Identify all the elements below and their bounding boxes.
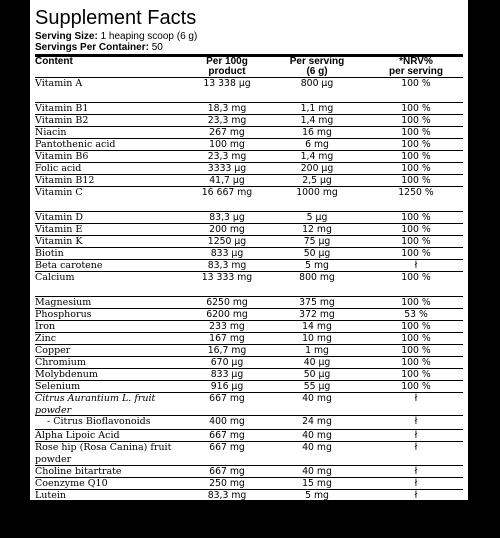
table-row [35,224,463,236]
per-serving-value: 12 mg [302,224,332,235]
per-serving-value: 1,4 mg [300,151,334,162]
nrv-value: 100 % [401,381,431,392]
header-nrv: *NRV% per serving [389,56,443,77]
table-row [35,187,463,212]
table-row [35,490,463,502]
per-serving-value: 1000 mg [296,187,338,198]
nutrient-name: Coenzyme Q10 [35,478,108,489]
per100-value: 83,3 mg [207,490,247,501]
per-serving-value: 375 mg [299,297,335,308]
nutrient-name: Niacin [35,127,67,138]
per100-value: 100 mg [209,139,245,150]
table-row [35,369,463,381]
table-row [35,345,463,357]
nrv-value: 100 % [401,224,431,235]
nrv-value: ł [414,260,418,271]
per-serving-value: 5 µg [306,212,328,223]
nrv-value: 100 % [401,236,431,247]
header-per100: Per 100g product [206,56,248,77]
nutrient-name: Copper [35,345,71,356]
nrv-value: 1250 % [398,187,434,198]
nrv-value: 53 % [404,309,428,320]
nrv-value: ł [414,490,418,501]
nrv-value: ł [414,502,418,513]
nutrient-name: Phosphorus [35,309,92,320]
per-serving-value: 1 mg [305,345,329,356]
nutrient-name: Pantothenic acid [35,139,116,150]
per-serving-value: 5 mg [305,490,329,501]
nrv-value: 100 % [401,248,431,259]
per100-value: 23,3 mg [207,151,247,162]
nutrient-name: Citrus Aurantium L. fruit powder [35,393,156,416]
per100-value: 41,7 µg [209,175,245,186]
nutrient-name: Vitamin C [35,187,83,198]
per100-value: 833 µg [210,248,244,259]
nrv-value: ł [414,393,418,404]
per100-value: 667 mg [209,466,245,477]
per100-value: 667 mg [209,430,245,441]
nrv-value: ł [414,416,418,427]
nutrient-name: Zinc [35,333,57,344]
nrv-value: 100 % [401,333,431,344]
per100-value: 1250 µg [207,236,247,247]
per-serving-value: 40 mg [302,393,332,404]
per-serving-value: 10 mg [302,333,332,344]
per100-value: 233 mg [209,321,245,332]
supplement-facts-panel [29,0,469,537]
per-serving-value: 50 µg [303,369,331,380]
nutrient-name: Chromium [35,357,86,368]
per100-value: 13 338 µg [203,78,251,89]
per-serving-value: 800 mg [299,272,335,283]
servings-per-container-line [35,43,463,54]
table-row [35,478,463,490]
table-row [35,466,463,478]
nrv-value: ł [414,466,418,477]
table-row [35,502,463,514]
footnote-nrv: *NRV%: Nutrient Reference Values of an average adult. [35,516,284,526]
per100-value: 200 mg [209,224,245,235]
nutrient-name: Selenium [35,381,81,392]
per100-value: 6250 mg [206,297,248,308]
per100-value: 83,3 mg [207,260,247,271]
nutrient-name: Vitamin B6 [35,151,89,162]
per-serving-value: 75 µg [303,236,331,247]
table-row [35,416,463,430]
nrv-value: 100 % [401,175,431,186]
per100-value: 667 mg [209,442,245,453]
table-header [35,57,463,78]
per-serving-value: 1,1 mg [300,103,334,114]
per-serving-value: 2,5 µg [302,175,332,186]
servings-value: 50 [151,41,163,53]
table-row [35,248,463,260]
nrv-value: 100 % [401,357,431,368]
nrv-value: 100 % [401,321,431,332]
nutrient-name: Magnesium [35,297,92,308]
nrv-value: 100 % [401,127,431,138]
nutrient-name: Alpha Lipoic Acid [35,430,120,441]
per-serving-value: 800 µg [300,78,334,89]
per100-value: 13 333 mg [201,272,253,283]
nutrient-name: Lutein [35,490,67,501]
servings-label: Servings Per Container: [35,41,149,53]
per100-value: 833 µg [210,369,244,380]
nrv-value: 100 % [401,212,431,223]
per-serving-value: 55 µg [303,381,331,392]
nutrient-table [35,78,463,514]
nutrient-name: Vitamin D [35,212,84,223]
table-row [35,333,463,345]
table-row [35,393,463,416]
per100-value: 3333 µg [207,163,247,174]
nutrient-name: Molybdenum [35,369,98,380]
table-row [35,163,463,175]
per-serving-value: 5 mg [305,502,329,513]
per100-value: 23,3 mg [207,115,247,126]
per100-value: 400 mg [209,416,245,427]
table-row [35,139,463,151]
nrv-value: ł [414,442,418,453]
nrv-value: 100 % [401,272,431,283]
per-serving-value: 50 µg [303,248,331,259]
footnotes [35,514,463,538]
per-serving-value: 200 µg [300,163,334,174]
per-serving-value: 1,4 mg [300,115,334,126]
nrv-value: 100 % [401,345,431,356]
per100-value: 670 µg [210,357,244,368]
per100-value: 83,3 mg [207,502,247,513]
serving-size-value: 1 heaping scoop (6 g) [100,31,198,42]
nutrient-name: Vitamin A [35,78,83,89]
per-serving-value: 372 mg [299,309,335,320]
nutrient-name: Vitamin B1 [35,103,89,114]
table-row [35,321,463,333]
nrv-value: 100 % [401,115,431,126]
per100-value: 250 mg [209,478,245,489]
nrv-value: 100 % [401,151,431,162]
page-title: Supplement Facts [35,7,197,29]
nutrient-name: Vitamin E [35,224,83,235]
per100-value: 16,7 mg [207,345,247,356]
per100-value: 18,3 mg [207,103,247,114]
per100-value: 83,3 µg [209,212,245,223]
table-row [35,272,463,297]
table-row [35,103,463,115]
table-row [35,442,463,466]
nrv-value: ł [414,478,418,489]
nutrient-name: Iron [35,321,56,332]
table-row [35,381,463,393]
table-row [35,175,463,187]
nutrient-name: Lycopene [35,502,81,513]
per100-value: 267 mg [209,127,245,138]
per-serving-value: 16 mg [302,127,332,138]
per100-value: 916 µg [210,381,244,392]
per-serving-value: 6 mg [305,139,329,150]
per-serving-value: 15 mg [302,478,332,489]
per-serving-value: 5 mg [305,260,329,271]
per-serving-value: 40 mg [302,442,332,453]
nutrient-name: Folic acid [35,163,82,174]
nutrient-name: Choline bitartrate [35,466,122,477]
per-serving-value: 40 µg [303,357,331,368]
table-row [35,212,463,224]
nrv-value: 100 % [401,297,431,308]
header-content: Content [35,56,73,67]
nutrient-name: Beta carotene [35,260,103,271]
per-serving-value: 24 mg [302,416,332,427]
nrv-value: 100 % [401,369,431,380]
nutrient-name: - Citrus Bioflavonoids [47,416,151,427]
table-row [35,127,463,139]
table-row [35,357,463,369]
nutrient-name: Vitamin B2 [35,115,89,126]
nutrient-name: Biotin [35,248,64,259]
table-row [35,260,463,272]
per100-value: 167 mg [209,333,245,344]
nrv-value: 100 % [401,139,431,150]
table-row [35,151,463,163]
nrv-value: 100 % [401,78,431,89]
footnote-not-established: ł: NRV has not been established [35,527,179,537]
nutrient-name: Rose hip (Rosa Canina) fruit powder [35,442,172,465]
nrv-value: 100 % [401,163,431,174]
per-serving-value: 40 mg [302,430,332,441]
nrv-value: 100 % [401,103,431,114]
table-row [35,78,463,103]
per-serving-value: 14 mg [302,321,332,332]
table-row [35,309,463,321]
serving-size-label: Serving Size: [35,31,98,42]
per100-value: 6200 mg [206,309,248,320]
nutrient-name: Calcium [35,272,75,283]
per-serving-value: 40 mg [302,466,332,477]
table-row [35,115,463,127]
table-row [35,297,463,309]
table-row [35,236,463,248]
nutrient-name: Vitamin K [35,236,83,247]
per100-value: 16 667 mg [201,187,253,198]
table-row [35,430,463,442]
header-per-serving: Per serving (6 g) [289,56,345,77]
nutrient-name: Vitamin B12 [35,175,95,186]
per100-value: 667 mg [209,393,245,404]
nrv-value: ł [414,430,418,441]
